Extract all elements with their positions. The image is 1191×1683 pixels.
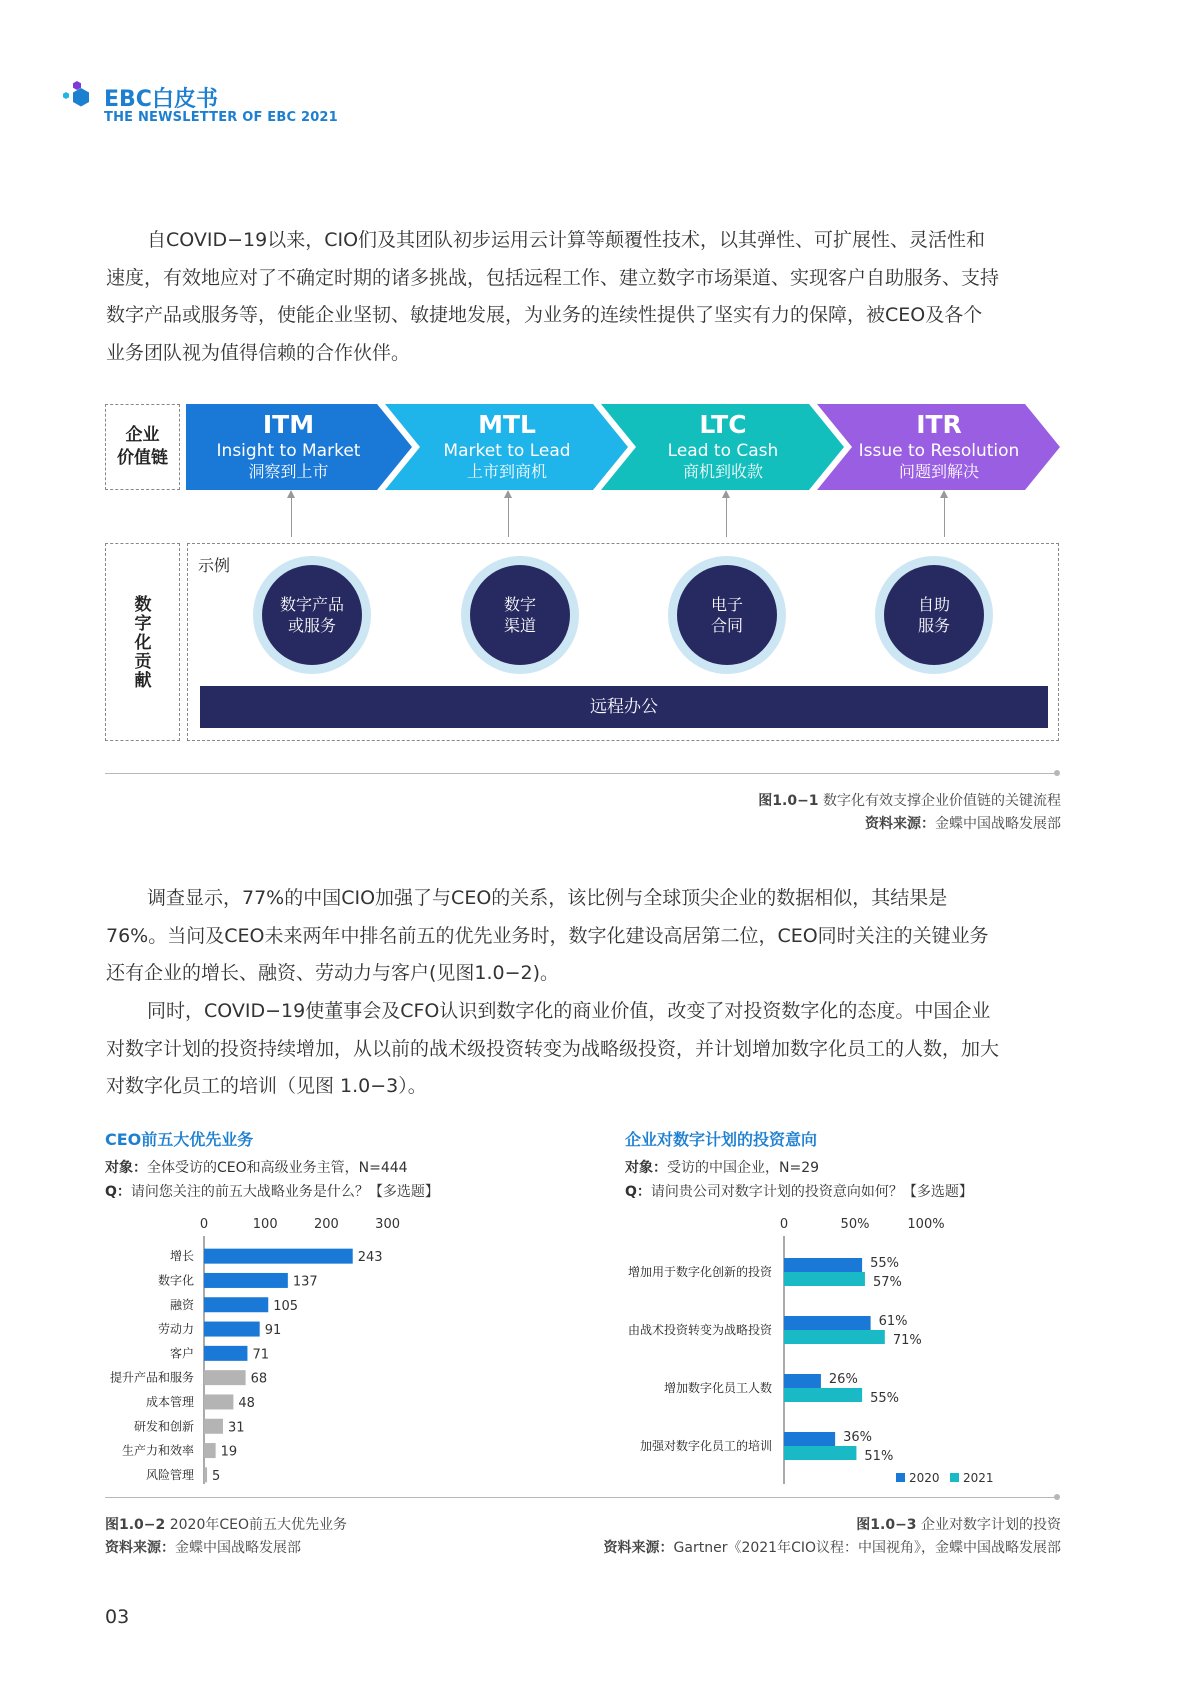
divider: [105, 773, 1057, 774]
data-label: 68: [250, 1371, 268, 1387]
stage-code: ITM: [262, 410, 315, 439]
figure-1-caption: [758, 790, 1061, 810]
chart-2-title: 企业对数字计划的投资意向: [625, 1130, 818, 1149]
figure-title: 数字化有效支撑企业价值链的关键流程: [823, 793, 1061, 809]
stage-itm: [186, 404, 391, 490]
bar: [784, 1258, 862, 1272]
data-label: 19: [220, 1444, 238, 1460]
figure-1-source: [865, 813, 1061, 833]
legend-label: 2020: [909, 1471, 940, 1485]
stage-en: Issue to Resolution: [858, 441, 1020, 461]
data-label: 55%: [870, 1391, 900, 1406]
data-label: 55%: [870, 1256, 900, 1271]
stage-en: Insight to Market: [216, 441, 361, 461]
stage-code: ITR: [916, 410, 962, 439]
stage-cn: 问题到解决: [898, 462, 979, 481]
figure-label: 图1.0−2: [105, 1517, 166, 1533]
bar: [204, 1322, 260, 1337]
data-label: 105: [273, 1298, 299, 1314]
category-label: 由战术投资转变为战略投资: [627, 1323, 772, 1337]
bar: [784, 1316, 871, 1330]
bar: [784, 1446, 856, 1460]
example-circle: [253, 556, 371, 674]
value-chain-label-line: 企业: [125, 425, 160, 445]
tick-label: 200: [313, 1217, 339, 1232]
paragraph-line: 同时，COVID−19使董事会及CFO认识到数字化的商业价值，改变了对投资数字化的态度。中国企业: [147, 1000, 991, 1022]
source-label: 资料来源：: [603, 1540, 674, 1556]
paragraph-line: 调查显示，77%的中国CIO加强了与CEO的关系，该比例与全球顶尖企业的数据相似，其结果是: [147, 887, 948, 909]
figure-2-source: [105, 1537, 301, 1557]
data-label: 243: [357, 1250, 383, 1266]
figure-label: 图1.0−3: [856, 1517, 917, 1533]
bar: [784, 1330, 885, 1344]
logo-icon: [60, 78, 98, 118]
paragraph-line: 还有企业的增长、融资、劳动力与客户(见图1.0−2)。: [106, 962, 560, 984]
data-label: 91: [264, 1323, 282, 1339]
category-label: 融资: [169, 1297, 194, 1312]
legend-swatch: [896, 1473, 905, 1482]
data-label: 137: [292, 1274, 318, 1290]
chart-1-title: CEO前五大优先业务: [105, 1130, 254, 1149]
example-circle: [668, 556, 786, 674]
divider-dot: [1054, 1494, 1060, 1500]
data-label: 5: [212, 1468, 221, 1484]
category-label: 客户: [169, 1346, 194, 1361]
data-label: 36%: [843, 1430, 873, 1445]
bar: [784, 1374, 821, 1388]
paragraph-line: 对数字计划的投资持续增加，从以前的战术级投资转变为战略级投资，并计划增加数字化员工的人数，加大: [106, 1037, 1000, 1060]
stage-cn: 上市到商机: [466, 462, 547, 481]
category-label: 增加用于数字化创新的投资: [627, 1265, 772, 1279]
paragraph-line: 自COVID−19以来，CIO们及其团队初步运用云计算等颠覆性技术，以其弹性、可扩展性、灵活性和: [147, 229, 986, 251]
bar: [204, 1443, 216, 1458]
paragraph-1: [106, 222, 1066, 372]
paragraph-2: [106, 880, 1066, 993]
bar: [204, 1273, 288, 1288]
data-label: 26%: [828, 1372, 858, 1387]
header-subtitle: THE NEWSLETTER OF EBC 2021: [104, 110, 338, 125]
source-label: 资料来源：: [865, 816, 935, 832]
category-label: 研发和创新: [133, 1419, 194, 1434]
example-label: 示例: [198, 556, 231, 575]
stage-mtl: [407, 404, 607, 490]
data-label: 61%: [878, 1314, 908, 1329]
figure-title: 企业对数字计划的投资: [921, 1517, 1061, 1533]
bar: [784, 1388, 862, 1402]
paragraph-line: 数字产品或服务等，使能企业坚韧、敏捷地发展，为业务的连续性提供了坚实有力的保障，被CEO及各个: [106, 304, 983, 326]
bar: [204, 1467, 207, 1482]
arrow-up-icon: [508, 492, 509, 537]
category-label: 成本管理: [145, 1394, 194, 1409]
data-label: 71: [252, 1347, 269, 1363]
category-label: 数字化: [157, 1273, 194, 1288]
chart-2-subject: 对象：受访的中国企业，N=29: [625, 1160, 820, 1176]
bar: [204, 1419, 223, 1434]
stage-ltc: [623, 404, 823, 490]
source-text: 金蝶中国战略发展部: [935, 816, 1061, 832]
header-title: EBC白皮书: [104, 87, 218, 112]
category-label: 增加数字化员工人数: [663, 1381, 772, 1395]
stage-code: LTC: [699, 410, 747, 439]
arrow-up-icon: [726, 492, 727, 537]
bar: [204, 1297, 268, 1312]
data-label: 57%: [872, 1275, 902, 1290]
chart-1-question: Q：请问您关注的前五大战略业务是什么？【多选题】: [105, 1184, 439, 1200]
bar: [204, 1249, 353, 1264]
example-circle-text: 电子 合同: [677, 565, 777, 665]
divider: [105, 1497, 1057, 1498]
stage-itr: [839, 404, 1039, 490]
tick-label: 0: [779, 1217, 789, 1232]
category-label: 加强对数字化员工的培训: [639, 1439, 772, 1453]
paragraph-line: 业务团队视为值得信赖的合作伙伴。: [106, 341, 411, 364]
source-label: 资料来源：: [105, 1540, 175, 1556]
category-label: 提升产品和服务: [109, 1370, 194, 1385]
example-circle-text: 自助 服务: [884, 565, 984, 665]
category-label: 劳动力: [157, 1322, 194, 1337]
chart-2-question: Q：请问贵公司对数字计划的投资意向如何？【多选题】: [625, 1184, 973, 1200]
category-label: 风险管理: [145, 1467, 194, 1482]
chart-2: [620, 1214, 1060, 1490]
source-text: Gartner《2021年CIO议程：中国视角》，金蝶中国战略发展部: [673, 1540, 1061, 1556]
value-chain-label-line: 价值链: [117, 448, 168, 468]
stage-cn: 洞察到上市: [248, 462, 329, 481]
bar: [204, 1346, 247, 1361]
source-text: 金蝶中国战略发展部: [175, 1540, 301, 1556]
stage-en: Market to Lead: [443, 441, 571, 461]
tick-label: 100%: [907, 1217, 945, 1232]
stage-cn: 商机到收款: [682, 462, 763, 481]
digital-label: 数字化贡献: [134, 595, 152, 691]
data-label: 48: [238, 1395, 255, 1411]
chart-1: [100, 1214, 500, 1484]
arrow-up-icon: [291, 492, 292, 537]
data-label: 71%: [892, 1333, 922, 1348]
remote-work-bar: 远程办公: [200, 686, 1048, 728]
figure-2-caption: [105, 1514, 347, 1534]
example-circle-text: 数字 渠道: [470, 565, 570, 665]
example-circle-text: 数字产品 或服务: [262, 565, 362, 665]
bar: [784, 1272, 865, 1286]
divider-dot: [1054, 770, 1060, 776]
figure-title: 2020年CEO前五大优先业务: [169, 1517, 348, 1533]
paragraph-line: 76%。当问及CEO未来两年中排名前五的优先业务时，数字化建设高居第二位，CEO同时关注的关键业务: [106, 924, 989, 947]
tick-label: 100: [252, 1217, 278, 1232]
bar: [204, 1370, 246, 1385]
bar: [204, 1394, 233, 1409]
paragraph-line: 对数字化员工的培训（见图 1.0−3）。: [106, 1075, 427, 1097]
chart-1-subject: 对象：全体受访的CEO和高级业务主管，N=444: [105, 1160, 408, 1176]
figure-label: 图1.0−1: [758, 793, 819, 809]
figure-3-caption: [856, 1514, 1061, 1534]
legend-swatch: [950, 1473, 959, 1482]
page-number: 03: [105, 1606, 130, 1628]
tick-label: 300: [375, 1217, 401, 1232]
tick-label: 50%: [840, 1217, 870, 1232]
figure-3-source: [604, 1537, 1061, 1557]
stage-en: Lead to Cash: [667, 441, 779, 461]
value-chain-label: [105, 424, 180, 470]
category-label: 生产力和效率: [121, 1443, 194, 1458]
data-label: 31: [227, 1420, 245, 1436]
bar: [784, 1432, 835, 1446]
chevron-labels: [186, 404, 1060, 490]
arrow-up-icon: [944, 492, 945, 537]
data-label: 51%: [864, 1449, 894, 1464]
category-label: 增长: [169, 1249, 194, 1264]
tick-label: 0: [199, 1217, 209, 1232]
legend-label: 2021: [963, 1471, 994, 1485]
stage-code: MTL: [478, 410, 536, 439]
example-circle: [461, 556, 579, 674]
paragraph-line: 速度，有效地应对了不确定时期的诸多挑战，包括远程工作、建立数字市场渠道、实现客户自助服务、支持: [106, 266, 1000, 289]
example-circle: [875, 556, 993, 674]
paragraph-3: [106, 993, 1066, 1106]
